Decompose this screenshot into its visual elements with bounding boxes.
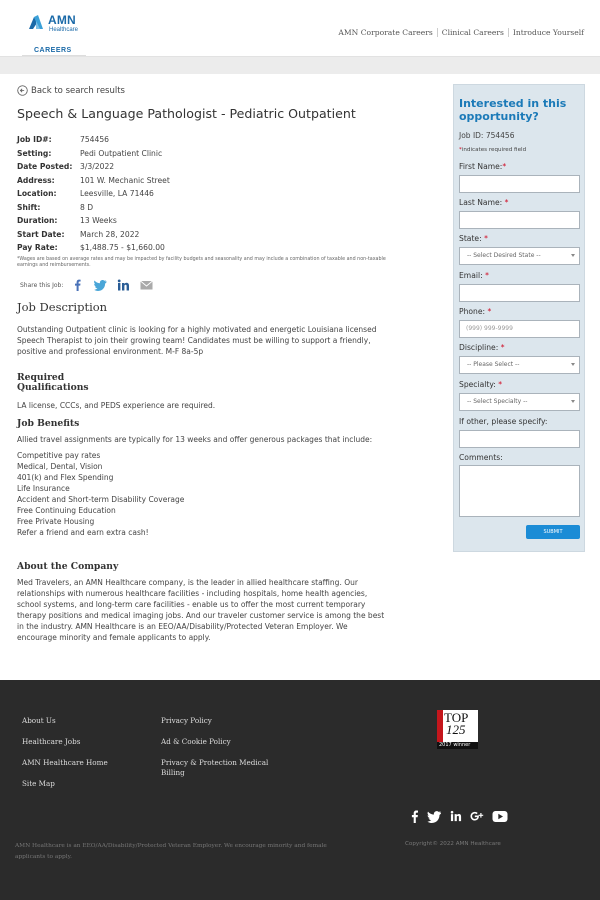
comments-label: Comments: [459, 453, 503, 462]
comments-textarea[interactable] [459, 465, 580, 517]
detail-label: Start Date: [17, 229, 65, 239]
detail-label: Address: [17, 175, 55, 185]
twitter-icon[interactable] [94, 279, 107, 291]
form-job-id: Job ID: 754456 [459, 131, 515, 140]
share-label: Share this Job: [20, 281, 64, 289]
detail-value: 3/3/2022 [80, 162, 115, 172]
discipline-select[interactable]: -- Please Select -- [459, 356, 580, 374]
detail-label: Setting: [17, 148, 52, 158]
facebook-icon[interactable] [410, 810, 419, 823]
benefit-item: Free Private Housing [17, 517, 95, 526]
phone-input[interactable]: (999) 999-9999 [459, 320, 580, 338]
job-description-text: Outstanding Outpatient clinic is looking for a highly motivated and energetic Louisiana licensed Speech Therapist to join their growing team! Candidates must be willing to support a friendly, positive and professional environment. M-F 8a-5p [17, 325, 377, 356]
detail-row-shift [17, 201, 387, 215]
qualifications-heading: Qualifications [17, 382, 89, 393]
job-description-heading: Job Description [17, 300, 108, 314]
linkedin-icon[interactable] [117, 279, 130, 291]
state-select[interactable]: -- Select Desired State -- [459, 247, 580, 265]
copyright: Copyright© 2022 AMN Healthcare [405, 841, 501, 847]
form-title: Interested in this opportunity? [459, 97, 567, 123]
chevron-down-icon [571, 254, 575, 257]
detail-row-duration [17, 214, 387, 228]
detail-row-setting [17, 147, 387, 161]
pay-rate-note: *Wages are based on average rates and may be impacted by facility budgets and seasonality and may include a combination of taxable and non-taxable earnings and reimbursements. [17, 256, 386, 268]
specialty-select[interactable]: -- Select Specialty -- [459, 393, 580, 411]
last-name-input[interactable] [459, 211, 580, 229]
first-name-label: First Name:* [459, 162, 507, 171]
benefit-item: Accident and Short-term Disability Coverage [17, 495, 185, 504]
logo-sub: Healthcare [49, 27, 79, 33]
linkedin-icon[interactable] [450, 810, 462, 822]
detail-row-start-date [17, 228, 387, 242]
amn-logo-icon [29, 15, 43, 29]
other-specialty-input[interactable] [459, 430, 580, 448]
detail-label: Job ID#: [17, 135, 52, 145]
nav-amn-corporate-careers[interactable]: AMN Corporate Careers [338, 28, 433, 37]
detail-value: March 28, 2022 [80, 229, 140, 239]
detail-row-location [17, 187, 387, 201]
footer-link-privacy-policy[interactable]: Privacy Policy [161, 716, 212, 725]
required-heading: Required [17, 372, 65, 383]
detail-value: 13 Weeks [80, 216, 117, 226]
benefits-list [17, 450, 389, 538]
detail-row-job-id [17, 133, 387, 147]
youtube-icon[interactable] [492, 810, 508, 823]
benefit-item: Life Insurance [17, 484, 70, 493]
detail-row-date-posted [17, 160, 387, 174]
job-details [17, 133, 387, 269]
detail-row-address [17, 174, 387, 188]
nav-clinical-careers[interactable]: Clinical Careers [441, 28, 504, 37]
eeo-statement: AMN Healthcare is an EEO/AA/Disability/Protected Veteran Employer. We encourage minority and female applicants to apply. [15, 843, 327, 860]
detail-value: 8 D [80, 202, 94, 212]
state-label: State: * [459, 234, 488, 243]
amn-careers-logo[interactable] [22, 10, 86, 56]
detail-label: Shift: [17, 202, 41, 212]
email-label: Email: * [459, 271, 489, 280]
badge-year: 2017 winner [437, 742, 478, 749]
discipline-label: Discipline: * [459, 343, 505, 352]
detail-row-pay-rate [17, 241, 387, 255]
footer-link-site-map[interactable]: Site Map [22, 779, 55, 788]
site-footer [0, 680, 600, 900]
about-company-text: Med Travelers, an AMN Healthcare company, is the leader in allied healthcare staffing. Our relationships with numerous healthcare facilities - including hospitals, home health agencies, school systems, and long-term care facilities - enable us to offer the most current temporary therapy positions and medical imaging jobs. And our traveler customer service is among the best in the industry. AMN Healthcare is an EEO/AA/Disability/Protected Veteran Employer. We encourage minority and female applicants to apply. [17, 578, 385, 642]
email-input[interactable] [459, 284, 580, 302]
back-link-label: Back to search results [31, 85, 125, 96]
first-name-input[interactable] [459, 175, 580, 193]
header-band [0, 57, 600, 74]
logo-careers: CAREERS [34, 47, 72, 54]
detail-label: Pay Rate: [17, 243, 58, 253]
detail-value: Pedi Outpatient Clinic [80, 148, 163, 158]
required-text: LA license, CCCs, and PEDS experience are required. [17, 401, 216, 410]
footer-link-ad-cookie-policy[interactable]: Ad & Cookie Policy [161, 737, 231, 746]
footer-link-amn-home[interactable]: AMN Healthcare Home [22, 758, 108, 767]
email-icon[interactable] [140, 279, 153, 291]
badge-number: 125 [446, 722, 466, 737]
specialty-label: Specialty: * [459, 380, 503, 389]
phone-label: Phone: * [459, 307, 492, 316]
nav-introduce-yourself[interactable]: Introduce Yourself [512, 28, 584, 37]
interest-form [453, 84, 585, 552]
detail-label: Date Posted: [17, 162, 73, 172]
google-plus-icon[interactable] [470, 810, 484, 823]
about-company-heading: About the Company [17, 561, 119, 572]
benefits-intro: Allied travel assignments are typically for 13 weeks and offer generous packages that include: [17, 435, 373, 444]
logo-brand: AMN [48, 13, 76, 27]
back-to-search-link[interactable] [17, 85, 125, 96]
benefit-item: 401(k) and Flex Spending [17, 473, 114, 482]
submit-button[interactable]: SUBMIT [526, 525, 580, 539]
share-bar [20, 279, 163, 291]
detail-value: 101 W. Mechanic Street [80, 175, 170, 185]
job-description-section [17, 302, 389, 357]
required-note-text: indicates required field [461, 147, 527, 153]
detail-label: Duration: [17, 216, 58, 226]
benefit-item: Medical, Dental, Vision [17, 462, 103, 471]
chevron-down-icon [571, 363, 575, 366]
chevron-down-icon [571, 400, 575, 403]
top-nav [334, 28, 588, 37]
benefit-item: Competitive pay rates [17, 451, 101, 460]
top-125-badge [437, 710, 478, 749]
footer-link-about-us[interactable]: About Us [22, 716, 56, 725]
social-links [410, 810, 510, 824]
twitter-icon[interactable] [427, 810, 442, 823]
job-benefits-heading: Job Benefits [17, 418, 80, 429]
required-note [459, 147, 526, 153]
job-title: Speech & Language Pathologist - Pediatric Outpatient [17, 106, 356, 121]
footer-link-healthcare-jobs[interactable]: Healthcare Jobs [22, 737, 81, 746]
detail-value: 754456 [80, 135, 109, 145]
detail-value: Leesville, LA 71446 [80, 189, 154, 199]
badge-top-text: TOP [444, 710, 469, 725]
benefit-item: Refer a friend and earn extra cash! [17, 528, 149, 537]
facebook-icon[interactable] [71, 279, 84, 291]
about-company-section [17, 562, 389, 643]
back-arrow-icon [17, 85, 28, 96]
footer-link-privacy-medical-billing[interactable]: Privacy & Protection Medical Billing [161, 758, 269, 777]
detail-label: Location: [17, 189, 57, 199]
required-qualifications-section [17, 373, 389, 411]
site-header [0, 0, 600, 57]
detail-value: $1,488.75 - $1,660.00 [80, 243, 165, 253]
benefit-item: Free Continuing Education [17, 506, 116, 515]
last-name-label: Last Name: * [459, 198, 509, 207]
job-benefits-section [17, 419, 389, 538]
required-asterisk: * [459, 147, 462, 153]
badge-stripe [437, 710, 443, 743]
other-specialty-label: If other, please specify: [459, 417, 548, 426]
